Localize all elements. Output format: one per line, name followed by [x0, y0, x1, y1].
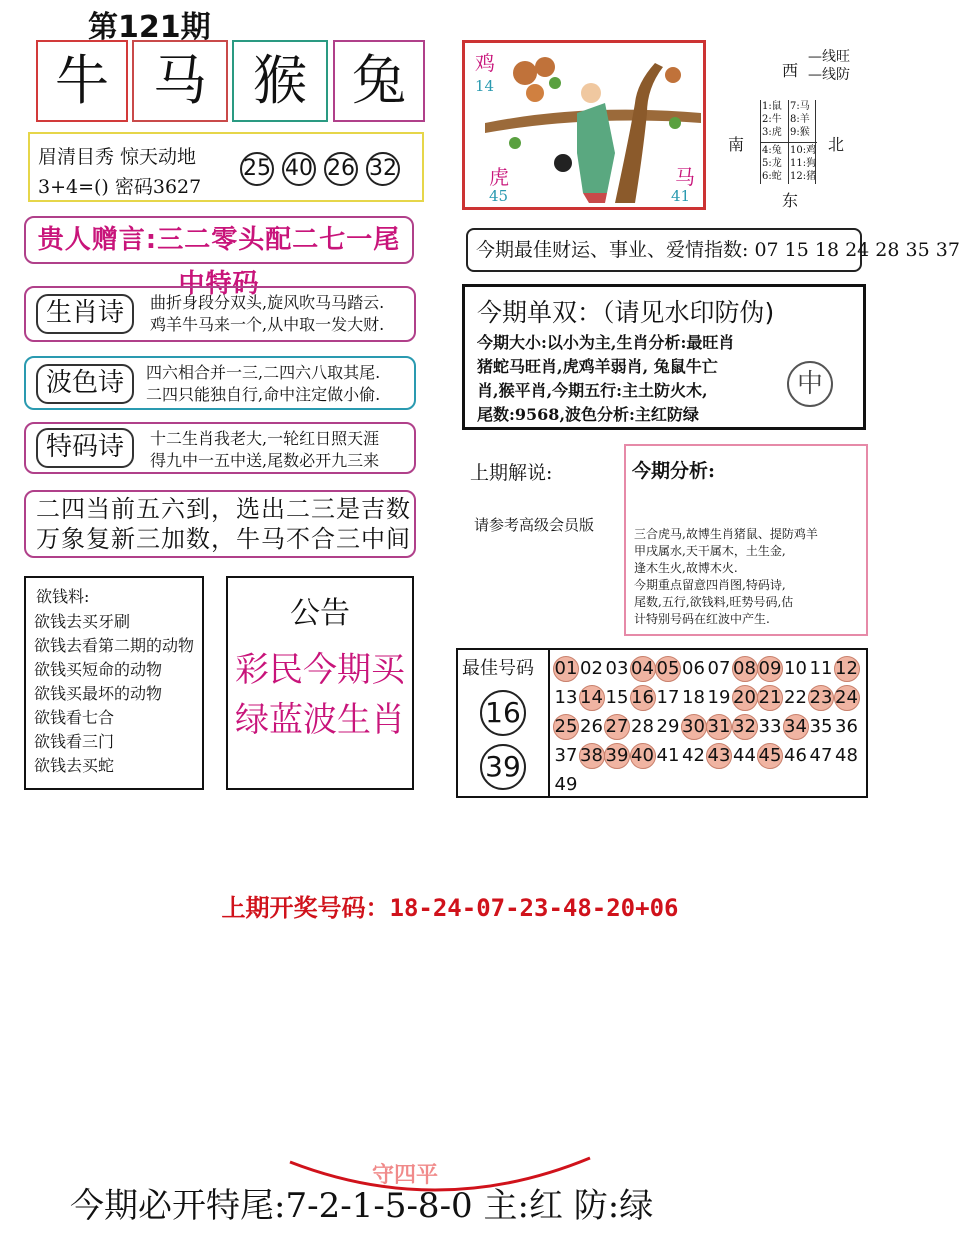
compass-col-north-west [790, 100, 810, 139]
odd-even-line: 肖,猴平肖,今期五行:主土防火木, [477, 381, 708, 400]
grid-number: 16 [630, 685, 656, 711]
poem-text [150, 292, 384, 336]
best-pick-1: 16 [480, 690, 526, 736]
money-item: 欲钱去买牙刷 [34, 612, 131, 631]
grid-number: 28 [631, 716, 654, 737]
picture-label-tiger: 虎 [489, 165, 509, 189]
analysis-line: 今期重点留意四肖图,特码诗, [634, 578, 786, 592]
compass-cell: 5:龙 [762, 158, 782, 169]
odd-even-box [462, 284, 866, 430]
compass-cell: 7:马 [790, 101, 810, 112]
money-item: 欲钱看三门 [34, 732, 115, 751]
grid-number: 12 [834, 656, 860, 682]
grid-number: 21 [757, 685, 783, 711]
grid-number: 41 [656, 745, 680, 766]
grid-number: 04 [630, 656, 656, 682]
grid-number: 06 [682, 658, 705, 679]
compass [720, 44, 890, 214]
picture-label-rooster: 鸡 [475, 51, 495, 75]
analysis-line: 甲戌属水,天干属木，土生金, [634, 544, 786, 558]
compass-cell: 12:猪 [790, 171, 817, 182]
money-item: 欲钱看七合 [34, 708, 115, 727]
zodiac-picture [462, 40, 706, 210]
compass-cell: 10:鸡 [790, 145, 817, 156]
notice-line-1: 彩民今期买 [235, 650, 405, 690]
footer-watermark: 守四平 [372, 1162, 439, 1188]
grid-number: 08 [732, 656, 758, 682]
notice-title: 公告 [290, 596, 350, 631]
best-title: 最佳号码 [462, 658, 534, 679]
grid-number: 33 [758, 716, 782, 737]
grid-number: 23 [808, 685, 834, 711]
grid-number: 38 [579, 743, 605, 769]
grid-number: 44 [733, 745, 756, 766]
grid-number: 14 [579, 685, 605, 711]
money-item: 欲钱去买蛇 [34, 756, 115, 775]
analysis-line: 计特别号码在红波中产生. [634, 612, 770, 626]
idiom-number-2: 40 [282, 152, 316, 186]
grid-number: 26 [580, 716, 603, 737]
poem-label: 生肖诗 [36, 294, 134, 334]
compass-col-south-west [762, 100, 782, 139]
poem-line: 十二生肖我老大,一轮红日照天涯 [150, 429, 380, 448]
grid-number: 09 [757, 656, 783, 682]
poem-special [24, 422, 416, 474]
compass-col-north-east [790, 144, 816, 183]
big-poem [24, 490, 416, 558]
zodiac-box-2: 马 [132, 40, 228, 122]
zodiac-box-4: 兔 [333, 40, 425, 122]
compass-cell: 8:羊 [790, 114, 810, 125]
grid-number: 25 [553, 714, 579, 740]
idiom-line-1: 眉清目秀 惊天动地 [38, 146, 197, 168]
grid-number: 02 [580, 658, 603, 679]
compass-legend-1: —线旺 [808, 49, 850, 65]
poem-label: 特码诗 [36, 428, 134, 468]
odd-even-line: 尾数:9568,波色分析:主红防绿 [477, 405, 699, 424]
compass-col-south-east [762, 144, 782, 183]
idiom-number-1: 25 [240, 152, 274, 186]
odd-even-line: 猪蛇马旺肖,虎鸡羊弱肖, 兔鼠牛亡 [477, 357, 718, 376]
previous-title: 上期解说: [470, 462, 553, 484]
idiom-line-2: 3+4=() 密码3627 [38, 176, 202, 198]
picture-num-tiger: 45 [489, 187, 509, 205]
zodiac-box-3: 猴 [232, 40, 328, 122]
poem-line: 二四只能独自行,命中注定做小偷. [146, 385, 381, 404]
grid-number: 30 [681, 714, 707, 740]
grid-number: 36 [835, 716, 858, 737]
compass-cell: 4:兔 [762, 145, 782, 156]
grid-number: 18 [682, 687, 705, 708]
watermark-stamp: 中 [787, 361, 833, 407]
grid-number: 03 [605, 658, 629, 679]
compass-cell: 2:牛 [762, 114, 782, 125]
analysis-box [624, 444, 868, 636]
big-poem-line-1: 二四当前五六到，选出二三是吉数 [36, 495, 411, 523]
picture-num-rooster: 14 [475, 77, 495, 95]
money-item: 欲钱买最坏的动物 [34, 684, 163, 703]
idiom-number-4: 32 [366, 152, 400, 186]
grid-number: 39 [604, 743, 630, 769]
grid-number: 49 [554, 774, 578, 795]
poem-zodiac [24, 286, 416, 342]
grid-number: 40 [630, 743, 656, 769]
fortune-index: 今期最佳财运、事业、爱情指数: 07 15 18 24 28 35 37 [466, 228, 862, 272]
analysis-line: 逢木生火,故博木火. [634, 561, 738, 575]
compass-south: 南 [728, 135, 745, 154]
odd-even-title: 今期单双：（请见水印防伪) [477, 298, 775, 327]
money-riddle-box [24, 576, 204, 790]
compass-east: 东 [782, 191, 799, 210]
noble-advice-banner: 贵人赠言:三二零头配二七一尾中特码 [24, 216, 414, 264]
analysis-lines [634, 526, 818, 628]
big-poem-line-2: 万象复新三加数，牛马不合三中间 [36, 525, 411, 553]
issue-title: 第121期 [88, 10, 211, 45]
grid-number: 48 [835, 745, 858, 766]
zodiac-box-1: 牛 [36, 40, 128, 122]
grid-number: 46 [784, 745, 807, 766]
grid-number: 47 [809, 745, 833, 766]
grid-number: 13 [554, 687, 578, 708]
odd-even-line: 今期大小:以小为主,生肖分析:最旺肖 [477, 333, 735, 352]
grid-number: 20 [732, 685, 758, 711]
previous-explanation [466, 448, 616, 628]
money-title: 欲钱料: [36, 587, 90, 606]
compass-west: 西 [782, 61, 799, 80]
compass-cell: 6:蛇 [762, 171, 782, 182]
idiom-box [28, 132, 424, 202]
poem-color [24, 356, 416, 410]
compass-cell: 9:猴 [790, 127, 810, 138]
picture-label-horse: 马 [675, 165, 695, 189]
grid-number: 45 [757, 743, 783, 769]
grid-number: 22 [784, 687, 807, 708]
grid-number: 24 [834, 685, 860, 711]
analysis-line: 尾数,五行,欲钱料,旺势号码,估 [634, 595, 794, 609]
number-grid [548, 648, 868, 798]
poem-text [146, 362, 380, 406]
best-pick-2: 39 [480, 744, 526, 790]
grid-number: 19 [707, 687, 731, 708]
money-item: 欲钱买短命的动物 [34, 660, 163, 679]
poem-line: 鸡羊牛马来一个,从中取一发大财. [150, 315, 385, 334]
grid-number: 01 [553, 656, 579, 682]
previous-text: 请参考高级会员版 [474, 516, 595, 534]
grid-number: 34 [783, 714, 809, 740]
grid-number: 32 [732, 714, 758, 740]
analysis-line: 三合虎马,故博生肖猪鼠、提防鸡羊 [634, 527, 818, 541]
compass-north: 北 [828, 135, 845, 154]
poem-line: 曲折身段分双头,旋风吹马马踏云. [150, 293, 385, 312]
grid-number: 07 [707, 658, 731, 679]
notice-line-2: 绿蓝波生肖 [235, 700, 405, 740]
compass-cell: 3:虎 [762, 127, 782, 138]
grid-number: 35 [809, 716, 833, 737]
grid-number: 10 [784, 658, 807, 679]
grid-number: 11 [809, 658, 833, 679]
odd-even-lines [477, 331, 734, 427]
money-item: 欲钱去看第二期的动物 [34, 636, 195, 655]
notice-box [226, 576, 414, 790]
grid-number: 37 [554, 745, 578, 766]
money-list [34, 610, 194, 778]
grid-number: 17 [656, 687, 680, 708]
grid-number: 27 [604, 714, 630, 740]
grid-number: 42 [682, 745, 705, 766]
poem-label: 波色诗 [36, 364, 134, 404]
best-numbers [456, 648, 548, 798]
compass-cell: 1:鼠 [762, 101, 782, 112]
compass-cell: 11:狗 [790, 158, 817, 169]
grid-number: 29 [656, 716, 680, 737]
poem-line: 得九中一五中送,尾数必开九三来 [150, 451, 380, 470]
grid-number: 15 [605, 687, 629, 708]
grid-number: 05 [655, 656, 681, 682]
poem-line: 四六相合并一三,二四六八取其尾. [146, 363, 381, 382]
compass-legend-2: —线防 [808, 67, 850, 83]
grid-number: 31 [706, 714, 732, 740]
idiom-number-3: 26 [324, 152, 358, 186]
footer-special-tail: 今期必开特尾:7-2-1-5-8-0 主:红 防:绿 [70, 1186, 654, 1226]
grid-number: 43 [706, 743, 732, 769]
picture-num-horse: 41 [671, 187, 691, 205]
analysis-title: 今期分析: [632, 460, 716, 482]
last-draw: 上期开奖号码：18-24-07-23-48-20+06 [221, 894, 679, 922]
poem-text [150, 428, 379, 472]
